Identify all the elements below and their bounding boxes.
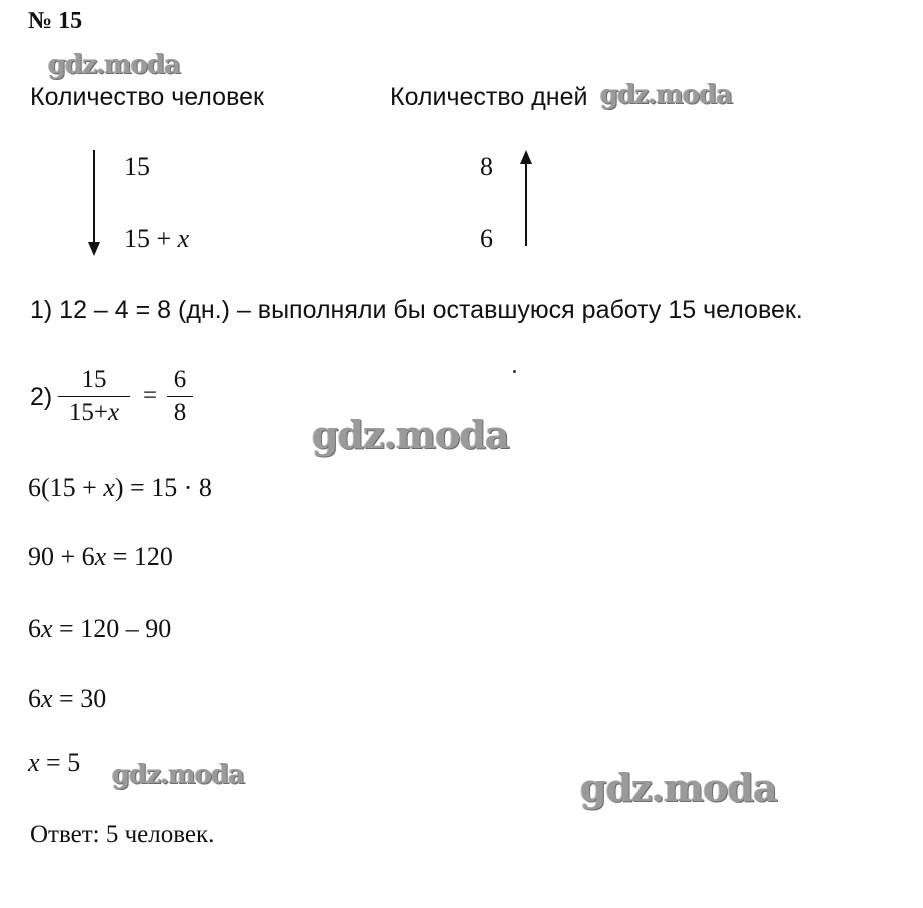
people-column-label: Количество человек [30, 83, 264, 111]
watermark-center: gdz.moda [312, 412, 509, 457]
fraction-right [167, 366, 193, 427]
down-arrow-icon [84, 150, 104, 260]
speck-dot [513, 370, 516, 373]
fraction-left-denominator: 15+x [68, 399, 120, 426]
days-value-1: 8 [480, 152, 493, 181]
equation-3: 6x = 120 – 90 [28, 614, 172, 643]
fraction-right-denominator: 8 [173, 399, 187, 426]
fraction-left-numerator: 15 [81, 366, 107, 393]
watermark-bottom-left: gdz.moda [112, 760, 245, 790]
equation-5: x = 5 [28, 748, 81, 777]
days-value-2: 6 [480, 224, 493, 253]
equation-4: 6x = 30 [28, 684, 107, 713]
watermark-bottom-right: gdz.moda [580, 765, 777, 810]
answer-text: Ответ: 5 человек. [30, 821, 215, 848]
watermark-top-left: gdz.moda [48, 50, 181, 80]
equation-1: 6(15 + x) = 15 · 8 [28, 473, 212, 502]
fraction-left [58, 366, 130, 427]
people-value-2: 15 + x [124, 224, 190, 253]
fraction-right-numerator: 6 [173, 366, 187, 393]
watermark-top-right: gdz.moda [600, 80, 733, 110]
problem-title: № 15 [28, 8, 83, 34]
equation-2: 90 + 6x = 120 [28, 542, 173, 571]
step-1-text: 1) 12 – 4 = 8 (дн.) – выполняли бы оставшуюся работу 15 человек. [30, 296, 803, 324]
up-arrow-icon [516, 148, 536, 248]
people-value-1: 15 [124, 152, 150, 181]
step-2-label: 2) [30, 383, 53, 411]
days-column-label: Количество дней [390, 83, 588, 111]
equals-sign: = [143, 382, 158, 409]
